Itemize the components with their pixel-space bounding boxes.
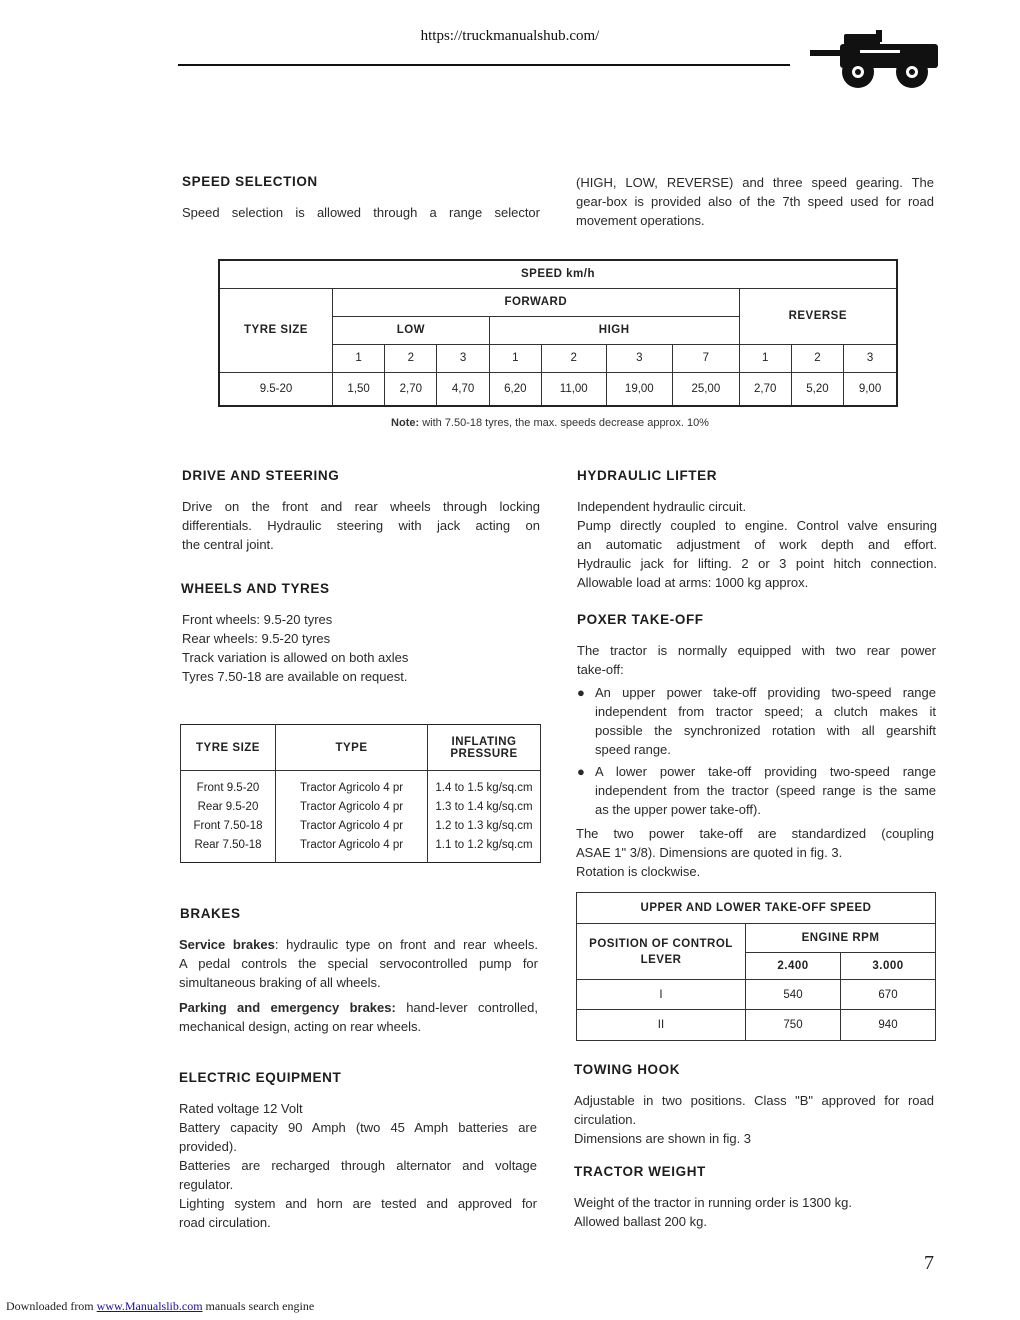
tyre-cell: 9.5-20 (219, 372, 333, 406)
speed-cell: 11,00 (541, 372, 606, 406)
pto-bullet-upper: ● An upper power take-off providing two-speed range independent from tractor speed; a clutch makes it possible the synchronized rotation with all gearshift speed range. (577, 685, 936, 757)
tyre-cell: Rear 9.5-20 (181, 798, 276, 817)
speed-cell: 4,70 (437, 372, 489, 406)
type-cell: Tractor Agricolo 4 pr (276, 779, 428, 798)
pressure-header: INFLATING PRESSURE (428, 725, 541, 771)
gear-cell: 1 (739, 344, 791, 372)
hydraulic-title: HYDRAULIC LIFTER (577, 468, 718, 483)
speed-cell: 19,00 (606, 372, 673, 406)
tyre-size-header: TYRE SIZE (219, 288, 333, 372)
speed-table (218, 259, 898, 407)
position-cell: II (577, 1010, 746, 1041)
speed-selection-title: SPEED SELECTION (182, 174, 318, 189)
header-rule (178, 64, 790, 66)
footer: Downloaded from www.Manualslib.com manuals search engine (6, 1299, 315, 1313)
pto-title: POXER TAKE-OFF (577, 612, 704, 627)
type-cell: Tractor Agricolo 4 pr (276, 798, 428, 817)
pressure-cell: 1.1 to 1.2 kg/sq.cm (428, 836, 541, 855)
speed-cell: 1,50 (333, 372, 385, 406)
gear-cell: 3 (844, 344, 897, 372)
forward-header: FORWARD (333, 288, 740, 316)
speed-cell: 25,00 (673, 372, 740, 406)
pto-outro: The two power take-off are standardized (coupling ASAE 1" 3/8). Dimensions are quoted in fig. 3. Rotation is clockwise. (576, 826, 934, 879)
drive-steering-title: DRIVE AND STEERING (182, 468, 340, 483)
pressure-cell: 1.4 to 1.5 kg/sq.cm (428, 779, 541, 798)
tractor-weight-text: Weight of the tractor in running order is 1300 kg. Allowed ballast 200 kg. (574, 1195, 852, 1229)
position-header: POSITION OF CONTROL LEVER (577, 924, 746, 980)
hydraulic-text: Independent hydraulic circuit. Pump directly coupled to engine. Control valve ensuring an automatic adjustment of work depth and effort. Hydraulic jack for lifting. 2 or 3 point hitch connection. Allowable load at arms: 1000 kg approx. (577, 499, 937, 590)
tyre-cell: Front 7.50-18 (181, 817, 276, 836)
tyre-size-header: TYRE SIZE (181, 725, 276, 771)
electric-text: Rated voltage 12 Volt Battery capacity 90 Amph (two 45 Amph batteries are provided). Batteries are recharged through alternator and voltage regulator. Lighting system and horn are tested and approved for road circulation. (179, 1101, 537, 1230)
tractor-icon (800, 28, 940, 90)
speed-cell: 5,20 (791, 372, 843, 406)
speed-selection-text-left: Speed selection is allowed through a range selector (182, 205, 540, 220)
wheels-tyres-text: Front wheels: 9.5-20 tyres Rear wheels: 9.5-20 tyres Track variation is allowed on both axles Tyres 7.50-18 are available on request. (182, 612, 409, 684)
towing-hook-text: Adjustable in two positions. Class "B" approved for road circulation. Dimensions are shown in fig. 3 (574, 1093, 934, 1146)
speed-cell: 9,00 (844, 372, 897, 406)
gear-cell: 2 (791, 344, 843, 372)
pto-intro: The tractor is normally equipped with two rear power take-off: (577, 643, 936, 677)
speed-cell: 2,70 (385, 372, 437, 406)
gear-cell: 1 (333, 344, 385, 372)
tractor-weight-title: TRACTOR WEIGHT (574, 1164, 706, 1179)
rpm-header: 3.000 (841, 953, 936, 980)
rpm-cell: 540 (746, 980, 841, 1010)
speed-selection-text-right: (HIGH, LOW, REVERSE) and three speed gearing. The gear-box is provided also of the 7th speed used for road movement operations. (576, 175, 934, 228)
pto-speed-table (576, 892, 936, 1041)
brakes-title: BRAKES (180, 906, 241, 921)
tyre-cell: Rear 7.50-18 (181, 836, 276, 855)
gear-cell: 1 (489, 344, 541, 372)
position-cell: I (577, 980, 746, 1010)
rpm-header: 2.400 (746, 953, 841, 980)
pressure-cell: 1.2 to 1.3 kg/sq.cm (428, 817, 541, 836)
reverse-header: REVERSE (739, 288, 897, 344)
electric-title: ELECTRIC EQUIPMENT (179, 1070, 342, 1085)
gear-cell: 2 (541, 344, 606, 372)
gear-cell: 3 (606, 344, 673, 372)
wheels-tyres-title: WHEELS AND TYRES (181, 581, 330, 596)
brakes-text: Service brakes: hydraulic type on front and rear wheels. A pedal controls the special servocontrolled pump for simultaneous braking of all wheels. Parking and emergency brakes: hand-lever controlled, mechanical design, acting on rear wheels. (179, 937, 538, 1034)
type-cell: Tractor Agricolo 4 pr (276, 836, 428, 855)
rpm-cell: 750 (746, 1010, 841, 1041)
tyre-table (180, 724, 541, 863)
type-cell: Tractor Agricolo 4 pr (276, 817, 428, 836)
rpm-cell: 670 (841, 980, 936, 1010)
gear-cell: 3 (437, 344, 489, 372)
rpm-cell: 940 (841, 1010, 936, 1041)
gear-cell: 2 (385, 344, 437, 372)
manualslib-link[interactable]: www.Manualslib.com (96, 1299, 203, 1313)
high-header: HIGH (489, 316, 739, 344)
bullet-icon: ● (577, 685, 585, 700)
speed-table-note: Note: with 7.50-18 tyres, the max. speeds decrease approx. 10% (391, 417, 709, 429)
speed-cell: 2,70 (739, 372, 791, 406)
pto-table-title: UPPER AND LOWER TAKE-OFF SPEED (577, 893, 936, 924)
towing-hook-title: TOWING HOOK (574, 1062, 681, 1077)
drive-steering-text: Drive on the front and rear wheels through locking differentials. Hydraulic steering with jack acting on the central joint. (182, 499, 540, 552)
low-header: LOW (333, 316, 490, 344)
tyre-cell: Front 9.5-20 (181, 779, 276, 798)
gear-cell: 7 (673, 344, 740, 372)
pto-bullet-lower: ● A lower power take-off providing two-speed range independent from the tractor (speed range is the same as the upper power take-off). (577, 764, 936, 817)
header-url: https://truckmanualshub.com/ (420, 28, 600, 44)
speed-cell: 6,20 (489, 372, 541, 406)
speed-table-title: SPEED km/h (219, 260, 897, 288)
page-number: 7 (924, 1252, 934, 1274)
pressure-cell: 1.3 to 1.4 kg/sq.cm (428, 798, 541, 817)
bullet-icon: ● (577, 764, 585, 779)
engine-rpm-header: ENGINE RPM (746, 924, 936, 953)
type-header: TYPE (276, 725, 428, 771)
